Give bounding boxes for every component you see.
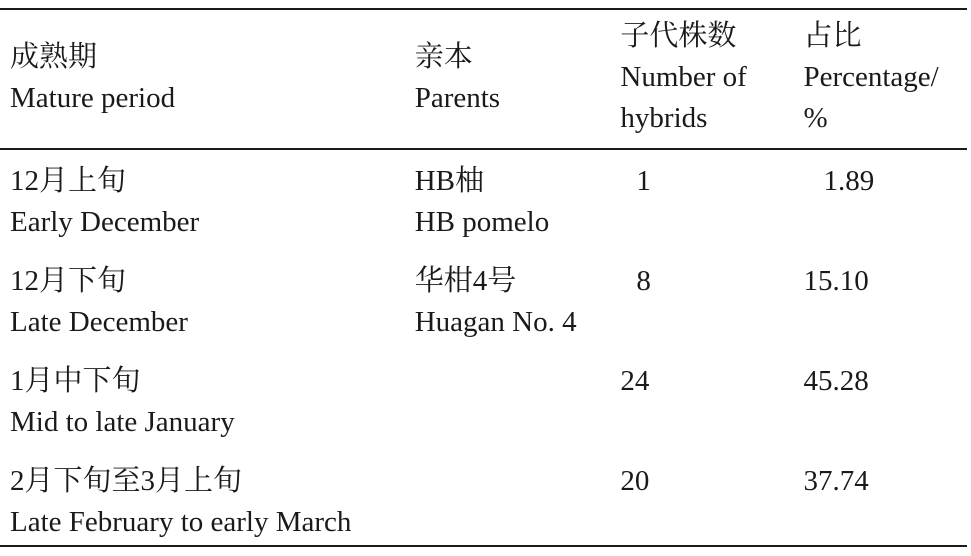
period-en: Late February to early March — [10, 506, 352, 538]
header-pct-zh: 占比 — [803, 20, 862, 52]
period-en: Late December — [10, 306, 188, 338]
count-value: 20 — [620, 465, 650, 497]
period-zh: 2月下旬至3月上旬 — [10, 465, 243, 497]
cell-parents — [415, 149, 621, 249]
cell-mature-period — [0, 249, 415, 349]
count-value: 1 — [636, 165, 651, 197]
header-parents-en: Parents — [414, 81, 501, 114]
period-en: Mid to late January — [10, 406, 235, 438]
pct-value: 15.10 — [803, 265, 869, 297]
cell-percentage — [803, 449, 967, 546]
parent-en: HB pomelo — [414, 206, 550, 238]
count-value: 8 — [636, 265, 651, 297]
table-header-row — [0, 9, 967, 149]
cell-number-of-hybrids — [620, 449, 803, 546]
mature-period-table — [0, 8, 967, 547]
period-zh: 12月上旬 — [10, 165, 127, 197]
header-number-of-hybrids — [620, 9, 803, 149]
table-row — [0, 149, 967, 249]
period-en: Early December — [10, 206, 200, 238]
header-mature-period-en: Mature period — [10, 81, 176, 114]
cell-percentage — [803, 149, 967, 249]
cell-parents — [415, 249, 621, 349]
header-pct-en-line1: Percentage/ — [803, 61, 939, 93]
cell-number-of-hybrids — [620, 249, 803, 349]
header-percentage — [803, 9, 967, 149]
cell-parents — [415, 449, 621, 546]
header-count-en-line1: Number of — [620, 61, 747, 93]
table-row — [0, 349, 967, 449]
table-row — [0, 249, 967, 349]
cell-number-of-hybrids — [620, 349, 803, 449]
header-parents — [415, 9, 621, 149]
parent-zh: HB柚 — [414, 165, 484, 197]
pct-value: 45.28 — [803, 365, 869, 397]
header-mature-period-zh: 成熟期 — [10, 40, 98, 73]
cell-percentage — [803, 349, 967, 449]
header-count-en-line2: hybrids — [620, 102, 708, 134]
cell-percentage — [803, 249, 967, 349]
parent-zh: 华柑4号 — [414, 265, 517, 297]
header-parents-zh: 亲本 — [414, 40, 473, 73]
cell-mature-period — [0, 149, 415, 249]
table-row — [0, 449, 967, 546]
period-zh: 12月下旬 — [10, 265, 127, 297]
cell-parents — [415, 349, 621, 449]
cell-mature-period — [0, 449, 415, 546]
header-mature-period — [0, 9, 415, 149]
cell-mature-period — [0, 349, 415, 449]
header-pct-en-line2: % — [803, 102, 828, 134]
pct-value: 1.89 — [823, 165, 875, 197]
period-zh: 1月中下旬 — [10, 365, 141, 397]
count-value: 24 — [620, 365, 650, 397]
header-count-zh: 子代株数 — [620, 20, 737, 52]
parent-en: Huagan No. 4 — [414, 306, 577, 338]
pct-value: 37.74 — [803, 465, 869, 497]
cell-number-of-hybrids — [620, 149, 803, 249]
